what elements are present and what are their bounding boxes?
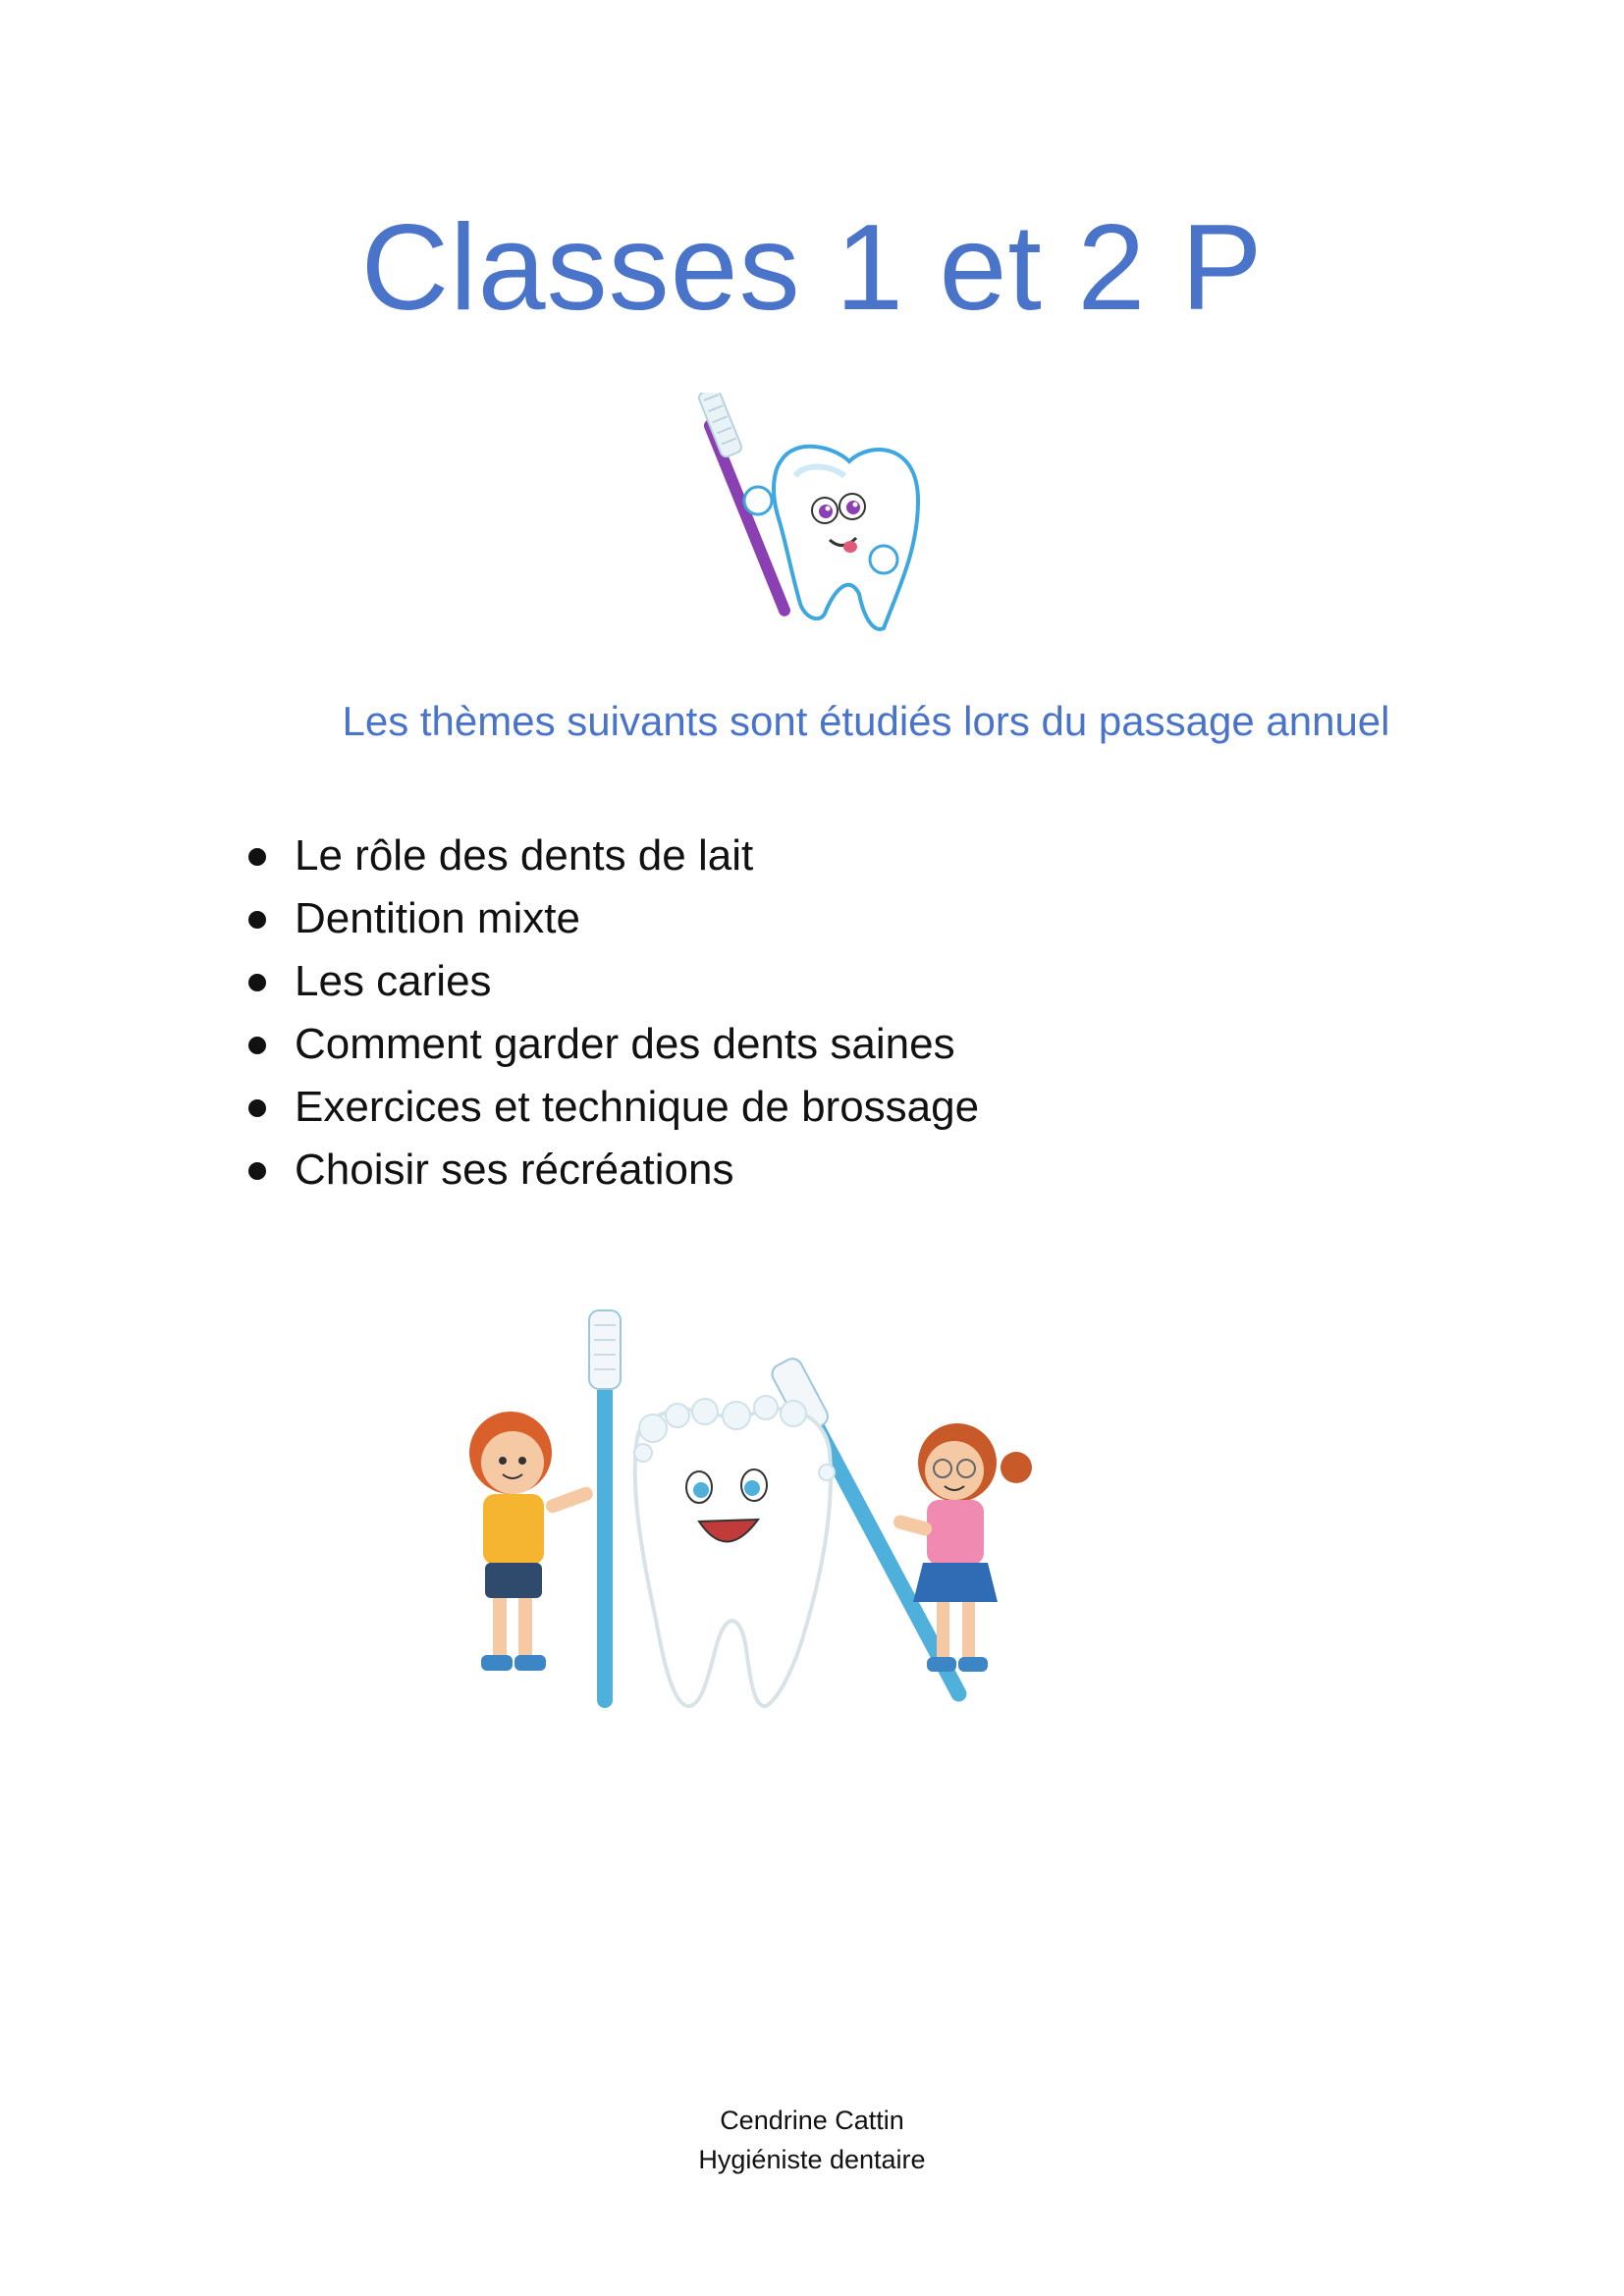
subtitle: Les thèmes suivants sont étudiés lors du passage annuel [342,698,1390,744]
author-block [0,2101,1624,2179]
tooth-with-toothbrush-icon [687,393,943,633]
list-item: Le rôle des dents de lait [245,825,979,887]
children-brushing-tooth-icon [442,1306,1060,1718]
author-name: Cendrine Cattin [720,2106,904,2135]
list-item: Dentition mixte [245,887,979,950]
page-title: Classes 1 et 2 P [360,200,1264,336]
themes-list [245,825,979,1201]
list-item: Choisir ses récréations [245,1139,979,1201]
list-item: Exercices et technique de brossage [245,1076,979,1139]
author-role: Hygiéniste dentaire [698,2145,926,2174]
list-item: Comment garder des dents saines [245,1013,979,1076]
list-item: Les caries [245,950,979,1013]
